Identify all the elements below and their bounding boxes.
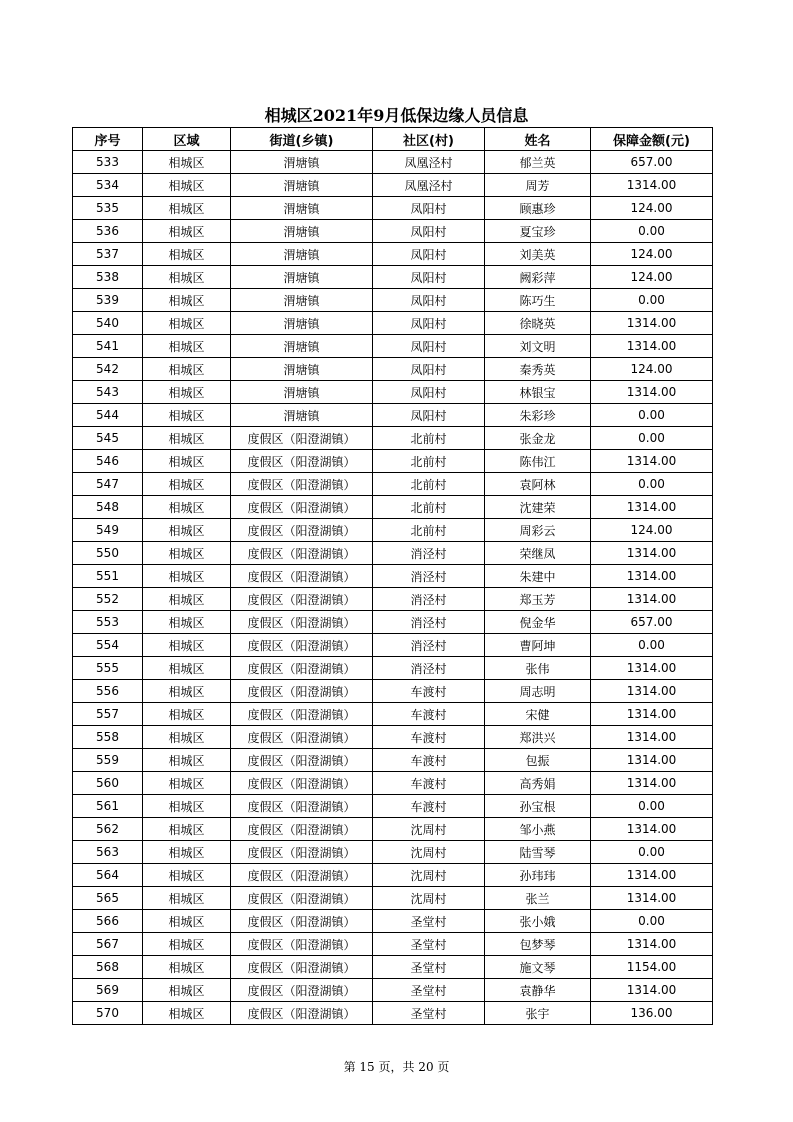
row-street-cell: 度假区（阳澄湖镇） [231,933,373,956]
row-name-cell: 施文琴 [485,956,591,979]
row-street-cell: 度假区（阳澄湖镇） [231,887,373,910]
row-index-cell: 560 [73,772,143,795]
table-row [73,841,713,864]
row-amount-cell: 0.00 [591,841,713,864]
row-region-cell: 相城区 [143,151,231,174]
row-amount-cell: 0.00 [591,289,713,312]
table-row [73,611,713,634]
row-community-cell: 圣堂村 [373,979,485,1002]
table-row [73,818,713,841]
row-amount-cell: 0.00 [591,795,713,818]
table-header-row [73,128,713,151]
row-name-cell: 包振 [485,749,591,772]
row-amount-cell: 1314.00 [591,864,713,887]
row-index-cell: 537 [73,243,143,266]
row-street-cell: 渭塘镇 [231,404,373,427]
row-index-cell: 565 [73,887,143,910]
table-row [73,749,713,772]
row-name-cell: 宋健 [485,703,591,726]
row-community-cell: 凤阳村 [373,266,485,289]
row-street-cell: 度假区（阳澄湖镇） [231,841,373,864]
row-street-cell: 渭塘镇 [231,335,373,358]
row-index-cell: 546 [73,450,143,473]
row-street-cell: 度假区（阳澄湖镇） [231,427,373,450]
row-name-cell: 张小娥 [485,910,591,933]
row-amount-cell: 1314.00 [591,887,713,910]
row-amount-cell: 1314.00 [591,174,713,197]
row-amount-cell: 124.00 [591,197,713,220]
row-name-cell: 张宇 [485,1002,591,1025]
row-street-cell: 度假区（阳澄湖镇） [231,772,373,795]
row-index-cell: 541 [73,335,143,358]
row-name-cell: 张伟 [485,657,591,680]
table-row [73,565,713,588]
row-amount-cell: 657.00 [591,611,713,634]
row-name-cell: 张金龙 [485,427,591,450]
row-community-cell: 凤凰泾村 [373,174,485,197]
row-region-cell: 相城区 [143,519,231,542]
table-row [73,220,713,243]
row-index-cell: 550 [73,542,143,565]
row-name-cell: 高秀娟 [485,772,591,795]
row-name-cell: 徐晓英 [485,312,591,335]
row-street-cell: 渭塘镇 [231,151,373,174]
row-amount-cell: 1314.00 [591,450,713,473]
row-name-cell: 朱建中 [485,565,591,588]
row-region-cell: 相城区 [143,956,231,979]
row-name-cell: 包梦琴 [485,933,591,956]
row-amount-cell: 136.00 [591,1002,713,1025]
row-region-cell: 相城区 [143,473,231,496]
row-index-cell: 551 [73,565,143,588]
row-amount-cell: 1314.00 [591,565,713,588]
row-street-cell: 度假区（阳澄湖镇） [231,519,373,542]
row-street-cell: 度假区（阳澄湖镇） [231,749,373,772]
row-index-cell: 533 [73,151,143,174]
row-community-cell: 车渡村 [373,703,485,726]
row-region-cell: 相城区 [143,404,231,427]
row-region-cell: 相城区 [143,427,231,450]
column-header-region: 区域 [143,128,231,151]
row-region-cell: 相城区 [143,542,231,565]
row-index-cell: 561 [73,795,143,818]
row-community-cell: 消泾村 [373,588,485,611]
row-name-cell: 刘文明 [485,335,591,358]
row-community-cell: 沈周村 [373,818,485,841]
row-region-cell: 相城区 [143,795,231,818]
row-street-cell: 度假区（阳澄湖镇） [231,611,373,634]
row-community-cell: 消泾村 [373,611,485,634]
row-index-cell: 552 [73,588,143,611]
row-index-cell: 534 [73,174,143,197]
row-region-cell: 相城区 [143,680,231,703]
row-street-cell: 度假区（阳澄湖镇） [231,450,373,473]
row-street-cell: 度假区（阳澄湖镇） [231,726,373,749]
row-name-cell: 陈巧生 [485,289,591,312]
row-index-cell: 540 [73,312,143,335]
row-name-cell: 秦秀英 [485,358,591,381]
row-community-cell: 凤阳村 [373,381,485,404]
table-row [73,634,713,657]
row-amount-cell: 0.00 [591,910,713,933]
page-footer: 第 15 页，共 20 页 [343,1060,450,1074]
row-street-cell: 度假区（阳澄湖镇） [231,795,373,818]
row-name-cell: 周彩云 [485,519,591,542]
row-index-cell: 566 [73,910,143,933]
table-row [73,335,713,358]
row-index-cell: 545 [73,427,143,450]
column-header-name: 姓名 [485,128,591,151]
row-region-cell: 相城区 [143,243,231,266]
table-row [73,910,713,933]
row-community-cell: 凤阳村 [373,289,485,312]
row-street-cell: 渭塘镇 [231,266,373,289]
row-community-cell: 北前村 [373,473,485,496]
row-name-cell: 朱彩珍 [485,404,591,427]
table-row [73,542,713,565]
table-body [73,151,713,1025]
row-street-cell: 度假区（阳澄湖镇） [231,634,373,657]
row-region-cell: 相城区 [143,910,231,933]
row-street-cell: 度假区（阳澄湖镇） [231,565,373,588]
row-amount-cell: 1314.00 [591,703,713,726]
row-region-cell: 相城区 [143,772,231,795]
row-name-cell: 张兰 [485,887,591,910]
row-community-cell: 沈周村 [373,887,485,910]
row-region-cell: 相城区 [143,220,231,243]
row-name-cell: 郑洪兴 [485,726,591,749]
row-amount-cell: 1314.00 [591,772,713,795]
row-community-cell: 凤阳村 [373,358,485,381]
data-table [72,127,713,1025]
row-name-cell: 沈建荣 [485,496,591,519]
row-street-cell: 渭塘镇 [231,174,373,197]
row-name-cell: 夏宝珍 [485,220,591,243]
row-amount-cell: 0.00 [591,220,713,243]
table-row [73,358,713,381]
row-index-cell: 556 [73,680,143,703]
row-index-cell: 563 [73,841,143,864]
row-index-cell: 549 [73,519,143,542]
row-name-cell: 顾惠珍 [485,197,591,220]
row-region-cell: 相城区 [143,565,231,588]
row-street-cell: 度假区（阳澄湖镇） [231,979,373,1002]
row-region-cell: 相城区 [143,289,231,312]
row-name-cell: 邹小燕 [485,818,591,841]
row-name-cell: 陈伟江 [485,450,591,473]
row-region-cell: 相城区 [143,634,231,657]
row-community-cell: 车渡村 [373,795,485,818]
row-index-cell: 568 [73,956,143,979]
row-street-cell: 渭塘镇 [231,197,373,220]
row-amount-cell: 1314.00 [591,657,713,680]
row-street-cell: 度假区（阳澄湖镇） [231,703,373,726]
row-community-cell: 北前村 [373,427,485,450]
row-amount-cell: 1314.00 [591,588,713,611]
row-name-cell: 林银宝 [485,381,591,404]
row-community-cell: 车渡村 [373,726,485,749]
row-community-cell: 凤阳村 [373,197,485,220]
row-amount-cell: 657.00 [591,151,713,174]
row-region-cell: 相城区 [143,933,231,956]
row-region-cell: 相城区 [143,841,231,864]
row-index-cell: 543 [73,381,143,404]
table-row [73,772,713,795]
row-community-cell: 北前村 [373,519,485,542]
row-index-cell: 539 [73,289,143,312]
row-street-cell: 渭塘镇 [231,220,373,243]
row-community-cell: 北前村 [373,496,485,519]
column-header-index: 序号 [73,128,143,151]
row-name-cell: 郁兰英 [485,151,591,174]
row-name-cell: 袁阿林 [485,473,591,496]
row-amount-cell: 1314.00 [591,749,713,772]
row-index-cell: 567 [73,933,143,956]
row-amount-cell: 0.00 [591,473,713,496]
row-street-cell: 度假区（阳澄湖镇） [231,818,373,841]
row-name-cell: 曹阿坤 [485,634,591,657]
table-row [73,657,713,680]
row-street-cell: 度假区（阳澄湖镇） [231,657,373,680]
row-community-cell: 车渡村 [373,749,485,772]
row-region-cell: 相城区 [143,864,231,887]
row-amount-cell: 0.00 [591,427,713,450]
row-amount-cell: 1314.00 [591,542,713,565]
page-title: 相城区2021年9月低保边缘人员信息 [264,106,529,125]
row-community-cell: 凤阳村 [373,335,485,358]
table-row [73,243,713,266]
row-community-cell: 圣堂村 [373,1002,485,1025]
row-amount-cell: 1154.00 [591,956,713,979]
row-street-cell: 渭塘镇 [231,358,373,381]
row-index-cell: 553 [73,611,143,634]
row-community-cell: 圣堂村 [373,956,485,979]
row-region-cell: 相城区 [143,312,231,335]
row-index-cell: 555 [73,657,143,680]
row-community-cell: 圣堂村 [373,910,485,933]
row-index-cell: 538 [73,266,143,289]
row-region-cell: 相城区 [143,1002,231,1025]
row-region-cell: 相城区 [143,726,231,749]
table-row [73,1002,713,1025]
table-row [73,473,713,496]
row-index-cell: 562 [73,818,143,841]
row-street-cell: 度假区（阳澄湖镇） [231,864,373,887]
row-street-cell: 渭塘镇 [231,289,373,312]
row-amount-cell: 1314.00 [591,726,713,749]
row-community-cell: 圣堂村 [373,933,485,956]
row-community-cell: 凤凰泾村 [373,151,485,174]
row-index-cell: 536 [73,220,143,243]
row-index-cell: 547 [73,473,143,496]
row-name-cell: 周芳 [485,174,591,197]
row-index-cell: 564 [73,864,143,887]
row-street-cell: 度假区（阳澄湖镇） [231,588,373,611]
table-row [73,496,713,519]
row-region-cell: 相城区 [143,588,231,611]
row-index-cell: 557 [73,703,143,726]
row-street-cell: 度假区（阳澄湖镇） [231,473,373,496]
table-row [73,266,713,289]
table-row [73,864,713,887]
row-street-cell: 度假区（阳澄湖镇） [231,1002,373,1025]
row-index-cell: 570 [73,1002,143,1025]
row-index-cell: 554 [73,634,143,657]
row-community-cell: 消泾村 [373,565,485,588]
row-community-cell: 车渡村 [373,680,485,703]
table-row [73,726,713,749]
row-region-cell: 相城区 [143,818,231,841]
table-row [73,588,713,611]
row-amount-cell: 1314.00 [591,933,713,956]
row-region-cell: 相城区 [143,749,231,772]
row-index-cell: 544 [73,404,143,427]
row-amount-cell: 124.00 [591,243,713,266]
row-region-cell: 相城区 [143,496,231,519]
row-street-cell: 度假区（阳澄湖镇） [231,910,373,933]
row-community-cell: 北前村 [373,450,485,473]
row-index-cell: 535 [73,197,143,220]
table-row [73,289,713,312]
table-row [73,519,713,542]
table-row [73,427,713,450]
row-name-cell: 孙玮玮 [485,864,591,887]
row-name-cell: 阙彩萍 [485,266,591,289]
row-region-cell: 相城区 [143,381,231,404]
row-amount-cell: 1314.00 [591,979,713,1002]
row-amount-cell: 124.00 [591,519,713,542]
row-region-cell: 相城区 [143,657,231,680]
row-community-cell: 凤阳村 [373,404,485,427]
row-street-cell: 渭塘镇 [231,312,373,335]
row-region-cell: 相城区 [143,450,231,473]
row-region-cell: 相城区 [143,197,231,220]
row-street-cell: 渭塘镇 [231,381,373,404]
row-street-cell: 度假区（阳澄湖镇） [231,680,373,703]
row-name-cell: 袁静华 [485,979,591,1002]
row-region-cell: 相城区 [143,979,231,1002]
row-index-cell: 542 [73,358,143,381]
row-community-cell: 消泾村 [373,634,485,657]
row-street-cell: 度假区（阳澄湖镇） [231,542,373,565]
row-amount-cell: 0.00 [591,404,713,427]
table-row [73,404,713,427]
row-community-cell: 消泾村 [373,657,485,680]
row-community-cell: 车渡村 [373,772,485,795]
table-row [73,680,713,703]
row-amount-cell: 0.00 [591,634,713,657]
row-region-cell: 相城区 [143,174,231,197]
table-row [73,933,713,956]
row-amount-cell: 1314.00 [591,818,713,841]
column-header-community: 社区(村) [373,128,485,151]
row-region-cell: 相城区 [143,611,231,634]
row-region-cell: 相城区 [143,335,231,358]
table-row [73,197,713,220]
row-community-cell: 沈周村 [373,841,485,864]
table-row [73,312,713,335]
row-name-cell: 刘美英 [485,243,591,266]
row-community-cell: 凤阳村 [373,243,485,266]
row-amount-cell: 1314.00 [591,680,713,703]
row-index-cell: 559 [73,749,143,772]
row-street-cell: 度假区（阳澄湖镇） [231,956,373,979]
row-name-cell: 郑玉芳 [485,588,591,611]
table-row [73,887,713,910]
table-row [73,979,713,1002]
table-row [73,450,713,473]
row-region-cell: 相城区 [143,887,231,910]
row-name-cell: 荣继凤 [485,542,591,565]
row-amount-cell: 1314.00 [591,496,713,519]
row-amount-cell: 1314.00 [591,335,713,358]
table-row [73,381,713,404]
row-region-cell: 相城区 [143,703,231,726]
row-amount-cell: 124.00 [591,266,713,289]
row-index-cell: 569 [73,979,143,1002]
column-header-street: 街道(乡镇) [231,128,373,151]
row-community-cell: 沈周村 [373,864,485,887]
row-name-cell: 周志明 [485,680,591,703]
row-street-cell: 度假区（阳澄湖镇） [231,496,373,519]
row-name-cell: 倪金华 [485,611,591,634]
row-amount-cell: 1314.00 [591,381,713,404]
table-row [73,151,713,174]
row-name-cell: 陆雪琴 [485,841,591,864]
row-region-cell: 相城区 [143,266,231,289]
row-region-cell: 相城区 [143,358,231,381]
row-amount-cell: 1314.00 [591,312,713,335]
row-community-cell: 凤阳村 [373,312,485,335]
table-row [73,795,713,818]
column-header-amount: 保障金额(元) [591,128,713,151]
row-name-cell: 孙宝根 [485,795,591,818]
row-index-cell: 548 [73,496,143,519]
row-amount-cell: 124.00 [591,358,713,381]
row-community-cell: 消泾村 [373,542,485,565]
table-row [73,174,713,197]
table-row [73,703,713,726]
row-community-cell: 凤阳村 [373,220,485,243]
row-index-cell: 558 [73,726,143,749]
row-street-cell: 渭塘镇 [231,243,373,266]
table-row [73,956,713,979]
